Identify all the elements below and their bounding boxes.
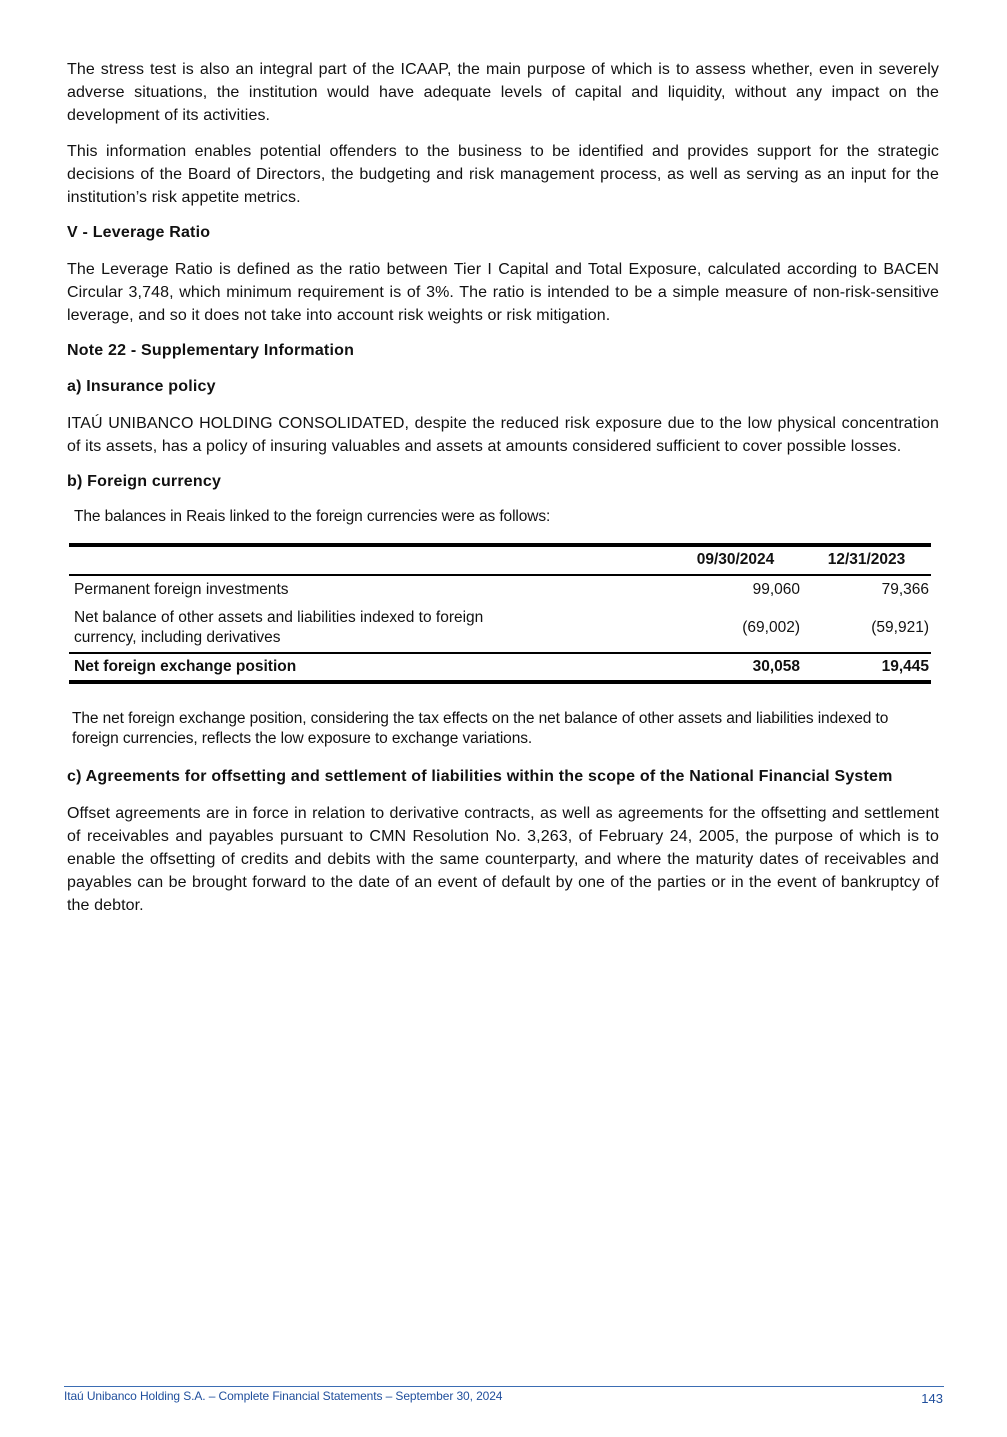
heading-note-22: Note 22 - Supplementary Information [67,342,355,359]
foreign-currency-table [69,543,931,684]
paragraph-foreign-currency-intro: The balances in Reais linked to the foreign currencies were as follows: [74,508,551,525]
row-label: Permanent foreign investments [74,581,289,598]
paragraph-leverage-ratio: The Leverage Ratio is defined as the ratio between Tier I Capital and Total Exposure, calculated according to BACEN Circular 3,748, which minimum requirement is of 3%. The ratio is intended to be a simple measure of non-risk-sensitive leverage, and so it does not take into account risk weights or risk mitigation. [67,261,939,324]
page-content [67,58,939,930]
heading-foreign-currency: b) Foreign currency [67,473,222,490]
paragraph-stress-test: The stress test is also an integral part of the ICAAP, the main purpose of which is to assess whether, even in severely adverse situations, the institution would have adequate levels of capital and liquidity, without any impact on the development of its activities. [67,61,939,124]
table-header-col1: 09/30/2024 [669,545,802,575]
total-value-col2: 19,445 [802,653,931,682]
table-row [69,575,931,604]
row-value-col2: 79,366 [881,581,929,598]
paragraph-information: This information enables potential offenders to the business to be identified and provides support for the strategic decisions of the Board of Directors, the budgeting and risk management process, as well as serving as an input for the institution’s risk appetite metrics. [67,143,939,206]
total-label: Net foreign exchange position [69,653,669,682]
table-header-label [69,545,669,575]
footer-page-number: 143 [921,1391,943,1406]
table-header-row [69,545,931,575]
paragraph-offsetting-agreements: Offset agreements are in force in relation to derivative contracts, as well as agreements for the offsetting and settlement of receivables and payables pursuant to CMN Resolution No. 3,263, of February 24, 2005, the purpose of which is to enable the offsetting of credits and debits with the same counterparty, and where the maturity dates of receivables and payables can be brought forward to the date of an event of default by one of the parties or in the event of bankruptcy of the debtor. [67,805,939,914]
footer-divider [64,1386,944,1387]
row-value-col2: (59,921) [871,619,929,636]
row-value-col1: 99,060 [752,581,800,598]
row-label: Net balance of other assets and liabilities indexed to foreign currency, including derivatives [74,609,484,646]
heading-insurance-policy: a) Insurance policy [67,378,216,395]
table-row [69,604,931,653]
table-total-row [69,653,931,682]
heading-leverage-ratio: V - Leverage Ratio [67,224,211,241]
row-value-col1: (69,002) [742,619,800,636]
paragraph-insurance-policy: ITAÚ UNIBANCO HOLDING CONSOLIDATED, despite the reduced risk exposure due to the low physical concentration of its assets, has a policy of insuring valuables and assets at amounts considered sufficient to cover possible losses. [67,415,939,455]
paragraph-foreign-exchange-note: The net foreign exchange position, considering the tax effects on the net balance of other assets and liabilities indexed to foreign currencies, reflects the low exposure to exchange variations. [72,710,889,747]
table-header-col2: 12/31/2023 [802,545,931,575]
footer-document-title: Itaú Unibanco Holding S.A. – Complete Financial Statements – September 30, 2024 [64,1389,503,1403]
total-value-col1: 30,058 [669,653,802,682]
heading-offsetting-agreements: c) Agreements for offsetting and settlement of liabilities within the scope of the National Financial System [67,768,893,785]
